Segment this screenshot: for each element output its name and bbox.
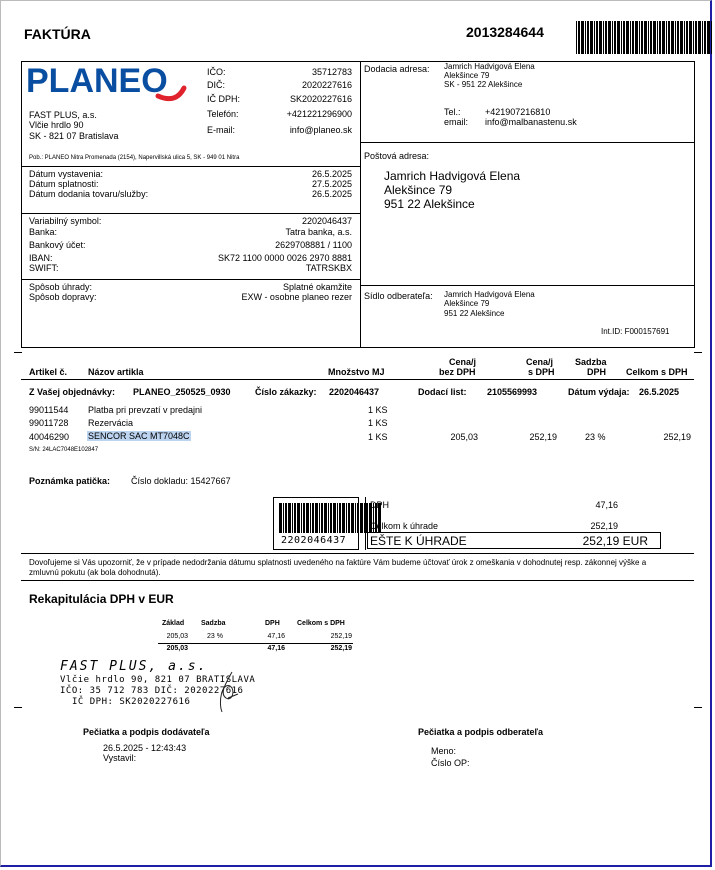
recap-rate: 23 % (207, 633, 223, 640)
issued-date: 26.5.2025 (311, 169, 352, 179)
delivery-name: Jamrich Hadvigová Elena (444, 62, 535, 71)
barcode-bar (644, 21, 647, 54)
recap-h-total: Celkom s DPH (297, 620, 345, 627)
stamp-line-4: IČ DPH: SK2020227616 (72, 697, 191, 707)
barcode-bar (680, 21, 683, 54)
postal-street: Alekšince 79 (384, 183, 453, 197)
item-code: 99011544 (29, 405, 69, 415)
barcode-bar (617, 21, 620, 54)
dic-value: 2020227616 (301, 80, 352, 90)
barcode-bar (693, 21, 694, 54)
barcode-bar (671, 21, 674, 54)
account-value: 2629708881 / 1100 (275, 240, 352, 250)
total-label: Celkom k úhrade (370, 521, 439, 531)
barcode-bar (292, 503, 293, 533)
delivery-date: 26.5.2025 (311, 189, 352, 199)
disclaimer-line-1: Dovoľujeme si Vás upozorniť, že v prípade nedodržania dátumu splatnosti uvedeného na faktúre Vám budeme účtovať úrok z omeškania v dohodnutej resp. zákonnej výške a (29, 558, 647, 567)
col-rate-2: DPH (587, 367, 607, 377)
delivery-city: SK - 951 22 Alekšince (444, 80, 523, 89)
barcode-bar (297, 503, 300, 533)
recap-base: 205,03 (166, 633, 188, 640)
serial-number: S/N: 24LAC7048E102847 (29, 447, 99, 453)
barcode-bar (312, 503, 314, 533)
note-label: Poznámka patička: (29, 476, 111, 486)
barcode-bar (695, 21, 697, 54)
barcode-bar (599, 21, 602, 54)
svg-text:PLANEO: PLANEO (26, 62, 168, 100)
col-net-1: Cena/j (449, 357, 477, 367)
recap-total: 252,19 (330, 633, 352, 640)
swift-value: TATRSKBX (305, 263, 352, 273)
barcode-bar (587, 21, 589, 54)
dic-label: DIČ: (207, 80, 225, 90)
handwritten-signature (212, 668, 242, 718)
shipping-label: Spôsob dopravy: (29, 292, 97, 302)
barcode-bar (288, 503, 291, 533)
barcode-bar (310, 503, 311, 533)
seat-city: 951 22 Alekšince (444, 309, 505, 318)
barcode-bar (596, 21, 598, 54)
disclaimer-line-2: zmluvnú pokutu (ak bola dohodnutá). (29, 568, 161, 577)
barcode-bar (702, 21, 703, 54)
barcode-bar (346, 503, 347, 533)
delivery-address-label: Dodacia adresa: (364, 64, 430, 74)
barcode-bar (306, 503, 309, 533)
barcode-bar (366, 503, 368, 533)
ico-value: 35712783 (311, 67, 352, 77)
item-name-selected[interactable]: SENCOR SAC MT7048C (88, 431, 190, 441)
note-value: Číslo dokladu: 15427667 (131, 476, 231, 486)
vat-label: DPH (370, 500, 390, 510)
barcode-number: 2202046437 (281, 535, 347, 546)
signature-timestamp: 26.5.2025 - 12:43:43 (103, 743, 187, 753)
recap-vat: 47,16 (267, 633, 285, 640)
name-label: Meno: (431, 746, 457, 756)
stamp-line-1: FAST PLUS, a.s. (60, 659, 208, 674)
total-value: 252,19 (590, 521, 618, 531)
barcode-bar (635, 21, 638, 54)
barcode-bar (279, 503, 282, 533)
payment-method-value: Splatné okamžite (282, 282, 352, 292)
customer-seat-label: Sídlo odberateľa: (364, 291, 433, 301)
col-total: Celkom s DPH (626, 367, 688, 377)
recap-sum-total: 252,19 (330, 645, 352, 652)
barcode-bar (662, 21, 665, 54)
email-value: info@planeo.sk (289, 125, 352, 135)
item-qty: 1 KS (368, 432, 388, 442)
barcode-bar (653, 21, 656, 54)
barcode-bar (360, 503, 363, 533)
recap-sum-vat: 47,16 (267, 645, 285, 652)
barcode-bar (623, 21, 625, 54)
barcode-bar (357, 503, 359, 533)
item-qty: 1 KS (368, 418, 388, 428)
payment-barcode (279, 503, 382, 533)
barcode-bar (315, 503, 318, 533)
vat-recap-title: Rekapitulácia DPH v EUR (29, 592, 174, 606)
seat-name: Jamrich Hadvigová Elena (444, 290, 535, 299)
shipping-value: EXW - osobne planeo rezer (241, 292, 352, 302)
barcode-bar (330, 503, 332, 533)
barcode-bar (711, 21, 712, 54)
stamp-line-3: IČO: 35 712 783 DIČ: 2020227616 (60, 686, 244, 696)
ico-label: IČO: (207, 67, 226, 77)
item-name: Platba pri prevzatí v predajni (88, 405, 203, 415)
barcode-bar (348, 503, 350, 533)
barcode-bar (704, 21, 706, 54)
email-label: E-mail: (207, 125, 236, 135)
col-net-2: bez DPH (439, 367, 476, 377)
barcode-bar (585, 21, 586, 54)
barcode-bar (648, 21, 649, 54)
barcode-bar (581, 21, 584, 54)
barcode-bar (614, 21, 616, 54)
phone-label: Telefón: (207, 109, 239, 119)
barcode-bar (303, 503, 305, 533)
int-id: Int.ID: F000157691 (601, 327, 670, 336)
order-label: Z Vašej objednávky: (29, 387, 116, 397)
barcode-bar (283, 503, 284, 533)
barcode-bar (675, 21, 676, 54)
invoice-number: 2013284644 (466, 24, 544, 40)
col-article: Artikel č. (29, 367, 68, 377)
barcode-bar (590, 21, 593, 54)
barcode-bar (626, 21, 629, 54)
issue-label: Dátum výdaja: (568, 387, 630, 397)
item-code: 99011728 (29, 418, 69, 428)
barcode-bar (677, 21, 679, 54)
barcode-bar (659, 21, 661, 54)
branch-info: Pob.: PLANEO Nitra Promenada (2154), Napervillská ulica 5, SK - 949 01 Nitra (29, 155, 240, 161)
barcode-bar (684, 21, 685, 54)
recap-h-rate: Sadzba (201, 620, 226, 627)
due-amount-label: EŠTE K ÚHRADE (370, 534, 467, 548)
supplier-street: Vlčie hrdlo 90 (29, 120, 84, 130)
iban-value: SK72 1100 0000 0026 2970 8881 (218, 253, 352, 263)
recap-sum-base: 205,03 (166, 645, 188, 652)
issued-label: Dátum vystavenia: (29, 169, 104, 179)
barcode-bar (319, 503, 320, 533)
col-rate-1: Sadzba (575, 357, 607, 367)
delivery-date-label: Dátum dodania tovaru/služby: (29, 189, 149, 199)
planeo-logo (26, 62, 191, 106)
barcode-bar (605, 21, 607, 54)
due-date: 27.5.2025 (311, 179, 352, 189)
barcode-bar (639, 21, 640, 54)
order-value: PLANEO_250525_0930 (133, 387, 231, 397)
barcode-bar (337, 503, 338, 533)
barcode-bar (698, 21, 701, 54)
item-qty: 1 KS (368, 405, 388, 415)
item-gross: 252,19 (529, 432, 557, 442)
document-title: FAKTÚRA (24, 26, 91, 42)
vs-value: 2202046437 (301, 216, 352, 226)
payment-method-label: Spôsob úhrady: (29, 282, 93, 292)
item-name: Rezervácia (88, 418, 134, 428)
barcode-bar (594, 21, 595, 54)
barcode-bar (301, 503, 302, 533)
item-code: 40046290 (29, 432, 70, 442)
swift-label: SWIFT: (29, 263, 59, 273)
postal-address-label: Poštová adresa: (364, 151, 430, 161)
dl-label: Dodací list: (418, 387, 467, 397)
ordernum-value: 2202046437 (329, 387, 380, 397)
barcode-bar (342, 503, 345, 533)
op-label: Číslo OP: (431, 758, 470, 768)
issued-by-label: Vystavil: (103, 753, 137, 763)
due-label: Dátum splatnosti: (29, 179, 99, 189)
barcode-bar (668, 21, 670, 54)
barcode-bar (608, 21, 611, 54)
col-name: Názov artikla (88, 367, 144, 377)
ordernum-label: Číslo zákazky: (255, 387, 317, 397)
issue-value: 26.5.2025 (639, 387, 680, 397)
item-net: 205,03 (450, 432, 478, 442)
icdph-label: IČ DPH: (207, 94, 241, 104)
delivery-email: info@malbanastenu.sk (485, 117, 577, 127)
account-label: Bankový účet: (29, 240, 86, 250)
barcode-bar (351, 503, 354, 533)
vs-label: Variabilný symbol: (29, 216, 102, 226)
iban-label: IBAN: (29, 253, 53, 263)
barcode-bar (650, 21, 652, 54)
barcode-bar (294, 503, 296, 533)
stamp-line-2: Vlčie hrdlo 90, 821 07 BRATISLAVA (60, 675, 256, 685)
icdph-value: SK2020227616 (289, 94, 352, 104)
phone-value: +421221296900 (286, 109, 352, 119)
supplier-city: SK - 821 07 Bratislava (29, 131, 119, 141)
bank-label: Banka: (29, 227, 58, 237)
col-gross-2: s DPH (528, 367, 555, 377)
barcode-bar (328, 503, 329, 533)
customer-signature-label: Pečiatka a podpis odberateľa (418, 727, 544, 737)
postal-name: Jamrich Hadvigová Elena (384, 169, 521, 183)
barcode-bar (355, 503, 356, 533)
barcode-bar (576, 21, 577, 54)
col-gross-1: Cena/j (526, 357, 554, 367)
barcode-bar (578, 21, 580, 54)
barcode-bar (641, 21, 643, 54)
recap-h-base: Základ (162, 620, 185, 627)
barcode-bar (285, 503, 287, 533)
supplier-signature-label: Pečiatka a podpis dodávateľa (83, 727, 210, 737)
col-qty: Množstvo MJ (328, 367, 385, 377)
barcode-bar (621, 21, 622, 54)
barcode-bar (603, 21, 604, 54)
supplier-name: FAST PLUS, a.s. (29, 110, 97, 120)
delivery-phone-label: Tel.: (444, 107, 461, 117)
barcode-bar (321, 503, 323, 533)
barcode-bar (612, 21, 613, 54)
barcode-bar (707, 21, 710, 54)
barcode-bar (666, 21, 667, 54)
barcode-bar (333, 503, 336, 533)
barcode-bar (630, 21, 631, 54)
due-amount: 252,19 EUR (582, 534, 648, 548)
barcode-bar (657, 21, 658, 54)
recap-h-vat: DPH (265, 620, 280, 627)
vat-value: 47,16 (595, 500, 618, 510)
seat-street: Alekšince 79 (444, 299, 490, 308)
delivery-email-label: email: (444, 117, 469, 127)
delivery-street: Alekšince 79 (444, 71, 490, 80)
barcode-bar (324, 503, 327, 533)
delivery-phone: +421907216810 (485, 107, 551, 117)
invoice-barcode (576, 21, 713, 54)
bank-value: Tatra banka, a.s. (285, 227, 352, 237)
barcode-bar (686, 21, 688, 54)
postal-city: 951 22 Alekšince (384, 197, 475, 211)
dl-value: 2105569993 (487, 387, 538, 397)
barcode-bar (339, 503, 341, 533)
item-total: 252,19 (663, 432, 691, 442)
item-rate: 23 % (585, 432, 606, 442)
barcode-bar (689, 21, 692, 54)
barcode-bar (632, 21, 634, 54)
